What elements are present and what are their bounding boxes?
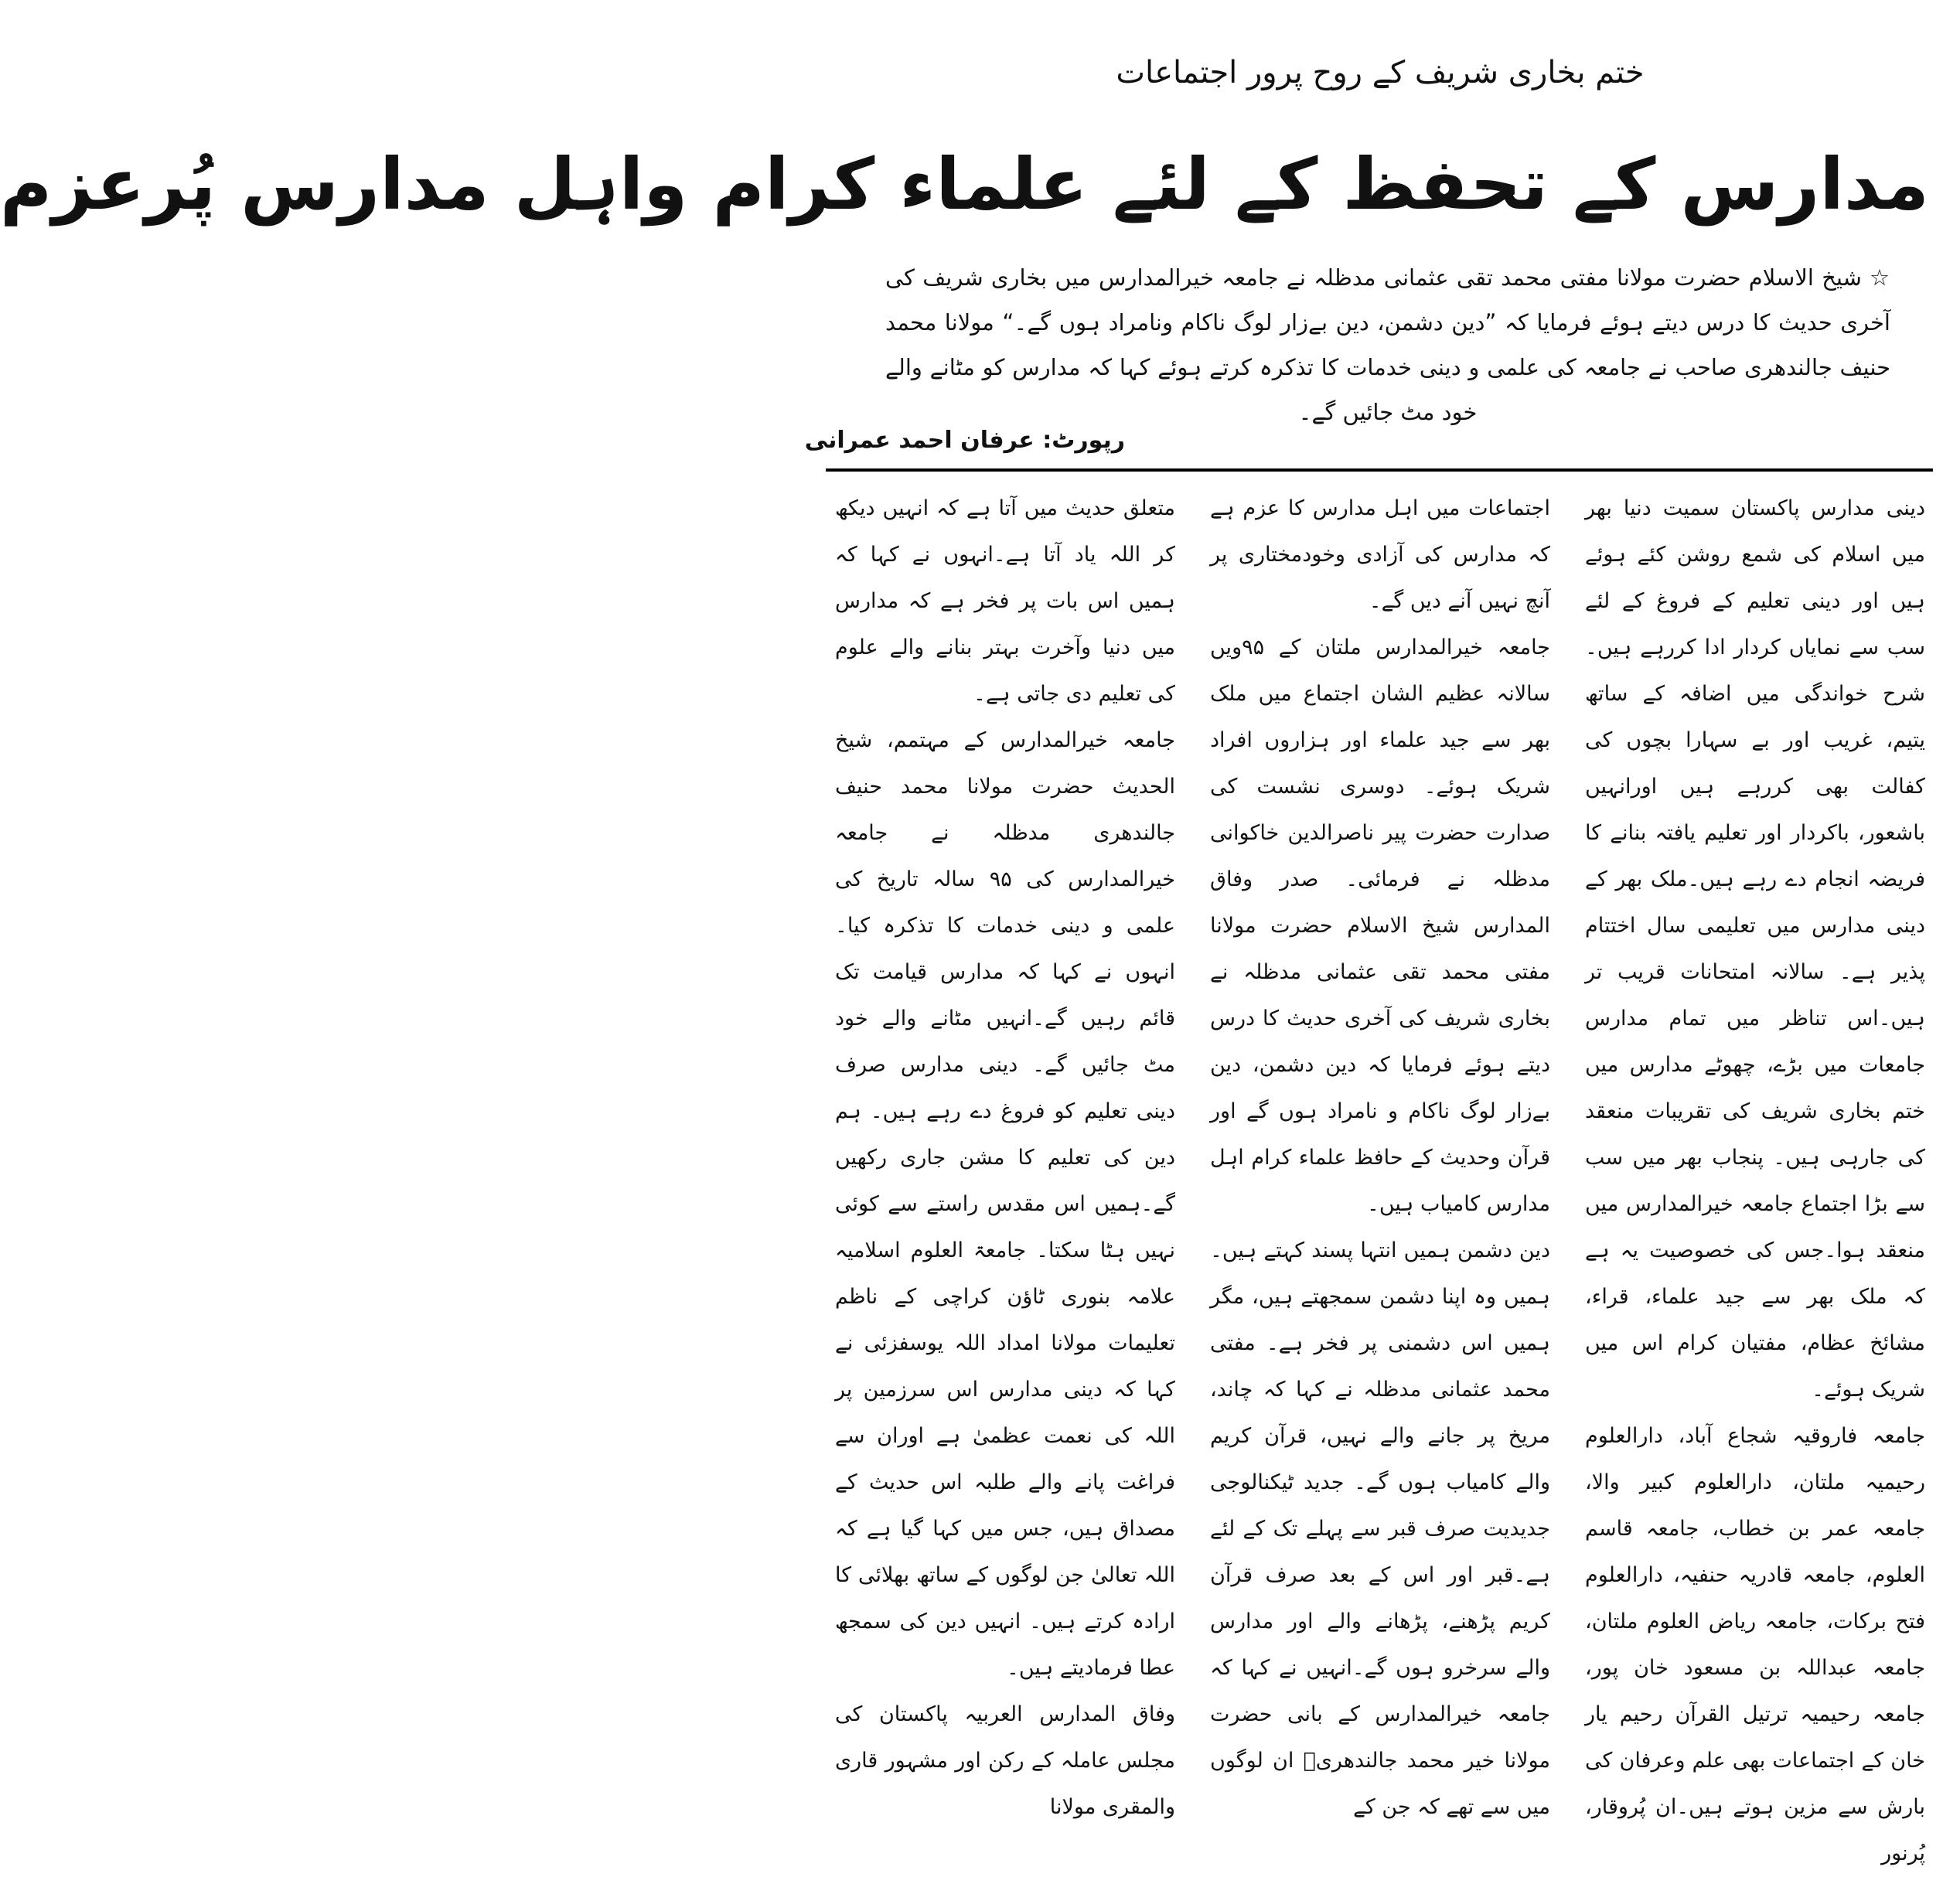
- column-3: [835, 485, 1175, 1819]
- intro-summary: [885, 255, 1890, 434]
- paragraph: دین دشمن ہمیں انتہا پسند کہتے ہیں۔ہمیں وہ اپنا دشمن سمجھتے ہیں، مگر ہمیں اس دشمنی پر فخر ہے۔ مفتی محمد عثمانی مدظلہ نے کہا کہ چاند، مریخ پر جانے والے نہیں، قرآن کریم والے کامیاب ہوں گے۔ جدید ٹیکنالوجی جدیدیت صرف قبر سے پہلے تک کے لئے ہے۔قبر اور اس کے بعد صرف قرآن کریم پڑھنے، پڑھانے والے اور مدارس والے سرخرو ہوں گے۔انہیں نے کہا کہ جامعہ خیرالمدارس کے بانی حضرت مولانا خیر محمد جالندھریؒ ان لوگوں میں سے تھے کہ جن کے: [1210, 1238, 1550, 1819]
- paragraph: وفاق المدارس العربیہ پاکستان کی مجلس عاملہ کے رکن اور مشہور قاری والمقری مولانا: [835, 1702, 1175, 1819]
- column-1: [1585, 485, 1925, 1865]
- column-2: [1210, 485, 1550, 1819]
- paragraph: دینی مدارس پاکستان سمیت دنیا بھر میں اسلام کی شمع روشن کئے ہوئے ہیں اور دینی تعلیم کے فروغ کے لئے سب سے نمایاں کردار ادا کررہے ہیں۔شرح خواندگی میں اضافہ کے ساتھ یتیم، غریب اور بے سہارا بچوں کی کفالت بھی کررہے ہیں اورانہیں باشعور، باکردار اور تعلیم یافتہ بنانے کا فریضہ انجام دے رہے ہیں۔ملک بھر کے دینی مدارس میں تعلیمی سال اختتام پذیر ہے۔ سالانہ امتحانات قریب تر ہیں۔اس تناظر میں تمام مدارس جامعات میں بڑے، چھوٹے مدارس میں ختم بخاری شریف کی تقریبات منعقد کی جارہی ہیں۔ پنجاب بھر میں سب سے بڑا اجتماع جامعہ خیرالمدارس میں منعقد ہوا۔جس کی خصوصیت یہ ہے کہ ملک بھر سے جید علماء، قراء، مشائخ عظام، مفتیان کرام اس میں شریک ہوئے۔: [1585, 496, 1925, 1402]
- paragraph: اجتماعات میں اہل مدارس کا عزم ہے کہ مدارس کی آزادی وخودمختاری پر آنچ نہیں آنے دیں گے۔: [1210, 496, 1550, 613]
- star-icon: ☆: [1869, 264, 1890, 291]
- intro-text: شیخ الاسلام حضرت مولانا مفتی محمد تقی عثمانی مدظلہ نے جامعہ خیرالمدارس میں بخاری شریف کی آخری حدیث کا درس دیتے ہوئے فرمایا کہ ”دین دشمن، دین بےزار لوگ ناکام ونامراد ہوں گے۔“ مولانا محمد حنیف جالندھری صاحب نے جامعہ کی علمی و دینی خدمات کا تذکرہ کرتے ہوئے کہا کہ مدارس کو مٹانے والے خود مٹ جائیں گے۔: [885, 264, 1890, 425]
- paragraph: جامعہ خیرالمدارس ملتان کے ۹۵ویں سالانہ عظیم الشان اجتماع میں ملک بھر سے جید علماء اور ہزاروں افراد شریک ہوئے۔ دوسری نشست کی صدارت حضرت پیر ناصرالدین خاکوانی مدظلہ نے فرمائی۔ صدر وفاق المدارس شیخ الاسلام حضرت مولانا مفتی محمد تقی عثمانی مدظلہ نے بخاری شریف کی آخری حدیث کا درس دیتے ہوئے فرمایا کہ دین دشمن، دین بےزار لوگ ناکام و نامراد ہوں گے اور قرآن وحدیث کے حافظ علماء کرام اہل مدارس کامیاب ہیں۔: [1210, 635, 1550, 1216]
- paragraph: متعلق حدیث میں آتا ہے کہ انہیں دیکھ کر اللہ یاد آتا ہے۔انہوں نے کہا کہ ہمیں اس بات پر فخر ہے کہ مدارس میں دنیا وآخرت بہتر بنانے والے علوم کی تعلیم دی جاتی ہے۔: [835, 496, 1175, 706]
- headline: مدارس کے تحفظ کے لئے علماء کرام واہل مدارس پُرعزم: [0, 143, 1929, 226]
- byline: رپورٹ: عرفان احمد عمرانی: [804, 427, 1125, 454]
- paragraph: جامعہ خیرالمدارس کے مہتمم، شیخ الحدیث حضرت مولانا محمد حنیف جالندھری مدظلہ نے جامعہ خیرالمدارس کی ۹۵ سالہ تاریخ کی علمی و دینی خدمات کا تذکرہ کیا۔انہوں نے کہا کہ مدارس قیامت تک قائم رہیں گے۔انہیں مٹانے والے خود مٹ جائیں گے۔ دینی مدارس صرف دینی تعلیم کو فروغ دے رہے ہیں۔ ہم دین کی تعلیم کا مشن جاری رکھیں گے۔ہمیں اس مقدس راستے سے کوئی نہیں ہٹا سکتا۔ جامعۃ العلوم اسلامیہ علامہ بنوری ٹاؤن کراچی کے ناظم تعلیمات مولانا امداد اللہ یوسفزئی نے کہا کہ دینی مدارس اس سرزمین پر اللہ کی نعمت عظمیٰ ہے اوران سے فراغت پانے والے طلبہ اس حدیث کے مصداق ہیں، جس میں کہا گیا ہے کہ اللہ تعالیٰ جن لوگوں کے ساتھ بھلائی کا ارادہ کرتے ہیں۔ انہیں دین کی سمجھ عطا فرمادیتے ہیں۔: [835, 728, 1175, 1680]
- divider-rule: [826, 468, 1933, 472]
- kicker-heading: ختم بخاری شریف کے روح پرور اجتماعات: [1116, 55, 1645, 90]
- paragraph: جامعہ فاروقیہ شجاع آباد، دارالعلوم رحیمیہ ملتان، دارالعلوم کبیر والا، جامعہ عمر بن خطاب، جامعہ قاسم العلوم، جامعہ قادریہ حنفیہ، دارالعلوم فتح برکات، جامعہ ریاض العلوم ملتان، جامعہ عبداللہ بن مسعود خان پور، جامعہ رحیمیہ ترتیل القرآن رحیم یار خان کے اجتماعات بھی علم وعرفان کی بارش سے مزین ہوتے ہیں۔ان پُروقار، پُرنور: [1585, 1424, 1925, 1865]
